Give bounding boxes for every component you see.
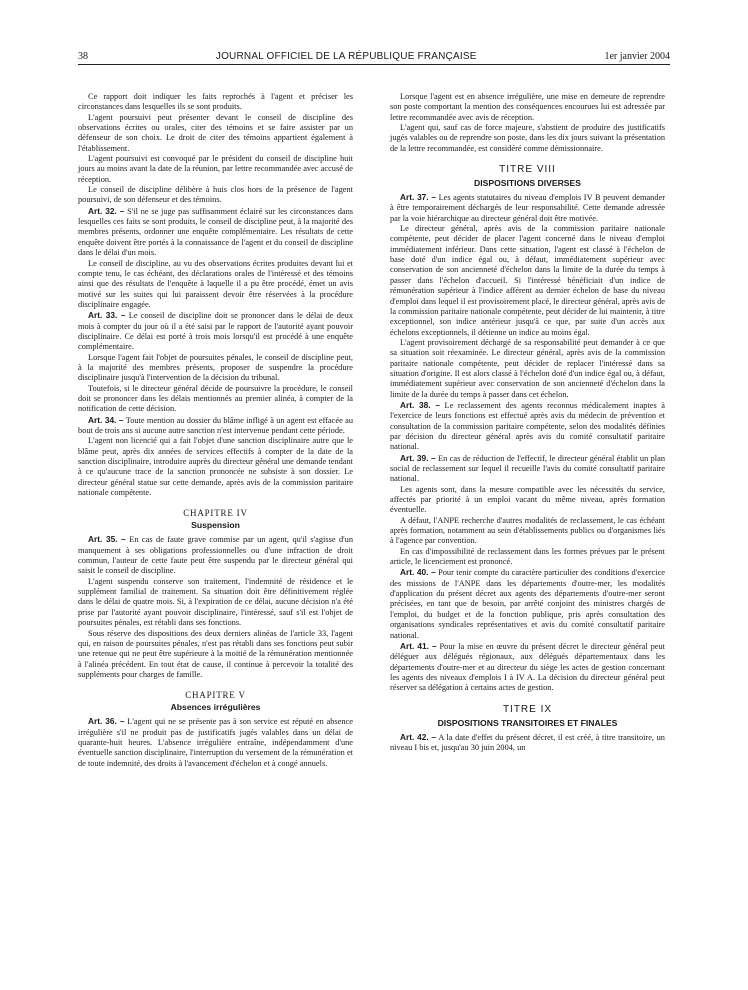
- article-37: [390, 192, 665, 224]
- article-text: En cas de faute grave commise par un agent, qu'il s'agisse d'un manquement à ses obligations professionnelles ou d'une infraction de droit commun, l'auteur de cette faute peut être suspendu par le directeur général qui saisit le conseil de discipline.: [78, 535, 353, 576]
- article-41: [390, 641, 665, 694]
- article-text: Les agents statutaires du niveau d'emplois IV B peuvent demander à être temporairement déchargés de leur responsabilité. Cette demande adressée par la voie hiérarchique au directeur général doit être motivée.: [390, 193, 665, 223]
- title-heading: TITRE IX: [502, 703, 553, 715]
- journal-title: JOURNAL OFFICIEL DE LA RÉPUBLIQUE FRANÇAISE: [215, 50, 477, 62]
- right-column: [390, 92, 665, 753]
- left-column: [78, 92, 353, 769]
- article-text: L'agent qui ne se présente pas à son service est réputé en absence irrégulière s'il ne produit pas de justificatifs jugés valables dans un délai de quarante-huit heures. L'absence irrégulière entraîne, indépendamment d'une éventuelle sanction disciplinaire, l'interruption du versement de la rémunération et de toute indemnité, des droits à l'avancement d'échelon et à congé annuels.: [78, 717, 353, 768]
- paragraph: L'agent poursuivi peut présenter devant le conseil de discipline des observations écrites ou orales, citer des témoins et se faire assister par un défenseur de son choix. Le droit de citer des témoins appartient également à l'établissement.: [78, 112, 353, 153]
- issue-date: 1er janvier 2004: [604, 50, 670, 62]
- article-text: En cas de réduction de l'effectif, le directeur général établit un plan social de reclassement sur lequel il recueille l'avis du comité consultatif paritaire national.: [390, 453, 665, 484]
- article-34: [78, 415, 353, 437]
- chapter-heading: CHAPITRE IV: [183, 508, 248, 519]
- paragraph: L'agent non licencié qui a fait l'objet d'une sanction disciplinaire autre que le blâme peut, après dix années de services effectifs à compter de la date de la sanction disciplinaire, introduire auprès du directeur général une demande tendant à ce qu'aucune trace de la sanction prononcée ne subsiste à son dossier. Le directeur général statue sur cette demande, après avis de la commission paritaire nationale compétente.: [78, 436, 353, 498]
- header-rule: [78, 64, 670, 65]
- article-33: [78, 310, 353, 352]
- paragraph: Sous réserve des dispositions des deux derniers alinéas de l'article 33, l'agent qui, en raison de poursuites pénales, n'est pas rétabli dans ses fonctions peut subir une retenue qui ne peut être supérieure à la moitié de la rémunération mentionnée à l'alinéa précédent. En tout état de cause, il continue à percevoir la totalité des suppléments pour charges de famille.: [78, 628, 353, 679]
- article-label: Art. 37. –: [400, 192, 436, 203]
- chapter-subheading: Absences irrégulières: [170, 702, 261, 713]
- paragraph: Ce rapport doit indiquer les faits reprochés à l'agent et préciser les circonstances dans lesquelles ils se sont produits.: [78, 92, 353, 112]
- article-text: A la date d'effet du présent décret, il est créé, à titre transitoire, un niveau I bis et, jusqu'au 30 juin 2004, un: [390, 732, 665, 752]
- article-text: Toute mention au dossier du blâme infligé à un agent est effacée au bout de trois ans si aucune autre sanction n'est intervenue pendant cette période.: [78, 415, 353, 435]
- paragraph: L'agent qui, sauf cas de force majeure, s'abstient de produire des justificatifs jugés valables ou de reprendre son poste, dans les dix jours suivant la présentation de la lettre recommandée, est considéré comme démissionnaire.: [390, 123, 665, 153]
- chapter-subheading: Suspension: [191, 520, 240, 531]
- article-42: [390, 732, 665, 754]
- paragraph: Lorsque l'agent fait l'objet de poursuites pénales, le conseil de discipline peut, à la majorité des membres présents, proposer de suspendre la procédure disciplinaire jusqu'à l'intervention de la décision du tribunal.: [78, 352, 353, 383]
- title-subheading: DISPOSITIONS DIVERSES: [474, 178, 581, 189]
- paragraph: Lorsque l'agent est en absence irrégulière, une mise en demeure de reprendre son poste comportant la mention des conséquences encourues lui est adressée par lettre recommandée avec avis de réception.: [390, 92, 665, 122]
- article-32: [78, 206, 353, 259]
- article-label: Art. 40. –: [400, 567, 436, 578]
- article-label: Art. 33. –: [88, 310, 126, 321]
- article-label: Art. 34. –: [88, 414, 124, 425]
- paragraph: Le conseil de discipline délibère à huis clos hors de la présence de l'agent poursuivi, de son défenseur et des témoins.: [78, 185, 353, 205]
- article-label: Art. 38. –: [400, 399, 440, 410]
- article-text: Le reclassement des agents reconnus médicalement inaptes à l'exercice de leurs fonctions est effectué après avis du médecin de prévention et consultation de la commission paritaire compétente, selon des modalités définies par décision du directeur général après avis du comité consultatif paritaire national.: [390, 400, 665, 452]
- article-text: Pour la mise en œuvre du présent décret le directeur général peut déléguer aux délégués régionaux, aux délégués départementaux dans les départements d'outre-mer et au directeur du siège les actes de gestion concernant les agents des niveaux d'emplois I à IV A. La décision du directeur général peut réserver sa délégation à certains actes de gestion.: [390, 641, 665, 693]
- article-39: [390, 453, 665, 485]
- page-header: [78, 48, 670, 64]
- title-heading: TITRE VIII: [499, 164, 556, 176]
- chapter-heading: CHAPITRE V: [185, 690, 246, 701]
- paragraph: L'agent suspendu conserve son traitement, l'indemnité de résidence et le supplément familial de traitement. Sa situation doit être définitivement réglée dans le délai de quatre mois. Si, à l'expiration de ce délai, aucune décision n'a été prise par l'autorité ayant pouvoir disciplinaire, l'intéressé, sauf s'il est l'objet de poursuites pénales, est rétabli dans ses fonctions.: [78, 576, 353, 628]
- article-label: Art. 42. –: [400, 731, 437, 742]
- paragraph: L'agent provisoirement déchargé de sa responsabilité peut demander à ce que sa situation soit réexaminée. Le directeur général, après avis de la commission paritaire nationale compétente, peut décider de replacer l'intéressé dans sa situation d'origine. Il est alors classé à l'échelon doté d'un indice égal ou, à défaut, immédiatement supérieur avec conservation de son ancienneté d'échelon dans la limite de la durée du temps à passer dans cet échelon.: [390, 337, 665, 399]
- article-label: Art. 41. –: [400, 640, 437, 651]
- article-40: [390, 567, 665, 640]
- article-text: S'il ne se juge pas suffisamment éclairé sur les circonstances dans lesquelles ces faits se sont produits, le conseil de discipline peut, à la majorité des membres présents, ordonner une enquête complémentaire. Les résultats de cette enquête doivent être portés à la connaissance de l'agent et du conseil de discipline dans le délai d'un mois.: [78, 206, 353, 258]
- article-36: [78, 716, 353, 769]
- article-35: [78, 534, 353, 576]
- paragraph: Les agents sont, dans la mesure compatible avec les nécessités du service, affectés par priorité à un emploi vacant du même niveau, après formation éventuelle.: [390, 484, 665, 515]
- paragraph: Toutefois, si le directeur général décide de poursuivre la procédure, le conseil doit se prononcer dans les délais mentionnés au premier alinéa, à compter de la notification de cette décision.: [78, 383, 353, 414]
- article-label: Art. 35. –: [88, 534, 126, 545]
- article-label: Art. 39. –: [400, 452, 436, 463]
- article-text: Pour tenir compte du caractère particulier des conditions d'exercice des missions de l'ANPE dans les départements d'outre-mer, les modalités d'application du présent décret aux agents des départements d'outre-mer seront précisées, en tant que de besoin, par arrêté conjoint des ministres chargés de l'emploi, du budget et de la fonction publique, pris après consultation des organisations syndicales représentatives et avis du comité consultatif paritaire national.: [390, 568, 665, 640]
- paragraph: Le directeur général, après avis de la commission paritaire nationale compétente, peut décider de placer l'agent concerné dans le niveau d'emploi immédiatement inférieur. Dans cette situation, l'agent est classé à l'échelon de base doté d'un indice égal ou, à défaut, immédiatement supérieur avec conservation de son ancienneté d'échelon dans la limite de la durée du temps à passer dans l'échelon d'accueil. Si l'intéressé bénéficiait d'un indice de rémunération supérieur à l'indice afférent au dernier échelon de base du niveau d'emploi dans lequel il est provisoirement placé, le directeur général, après avis de la commission paritaire nationale compétente, peut décider de lui maintenir, à titre exceptionnel, son indice antérieur jusqu'à ce que, par suite d'un accès aux échelons exceptionnels, il détienne un indice au moins égal.: [390, 224, 665, 337]
- article-label: Art. 32. –: [88, 205, 125, 216]
- article-text: Le conseil de discipline doit se prononcer dans le délai de deux mois à compter du jour où il a été saisi par le rapport de l'autorité ayant pouvoir disciplinaire. Ce délai est porté à trois mois lorsqu'il est procédé à une enquête complémentaire.: [78, 311, 353, 352]
- paragraph: En cas d'impossibilité de reclassement dans les formes prévues par le présent article, le licenciement est prononcé.: [390, 546, 665, 567]
- page-number: 38: [78, 50, 88, 62]
- article-38: [390, 400, 665, 453]
- article-label: Art. 36. –: [88, 716, 125, 727]
- paragraph: A défaut, l'ANPE recherche d'autres modalités de reclassement, le cas échéant après formation, notamment au sein d'établissements publics ou d'organismes liés à l'agence par convention.: [390, 515, 665, 546]
- paragraph: L'agent poursuivi est convoqué par le président du conseil de discipline huit jours au moins avant la date de la réunion, par lettre recommandée avec accusé de réception.: [78, 154, 353, 184]
- title-subheading: DISPOSITIONS TRANSITOIRES ET FINALES: [437, 717, 618, 728]
- paragraph: Le conseil de discipline, au vu des observations écrites produites devant lui et compte tenu, le cas échéant, des déclarations orales de l'intéressé et des témoins ainsi que des résultats de l'enquête à laquelle il a pu être procédé, émet un avis motivé sur les suites qui lui paraissent devoir être réservées à la procédure disciplinaire engagée.: [78, 258, 353, 309]
